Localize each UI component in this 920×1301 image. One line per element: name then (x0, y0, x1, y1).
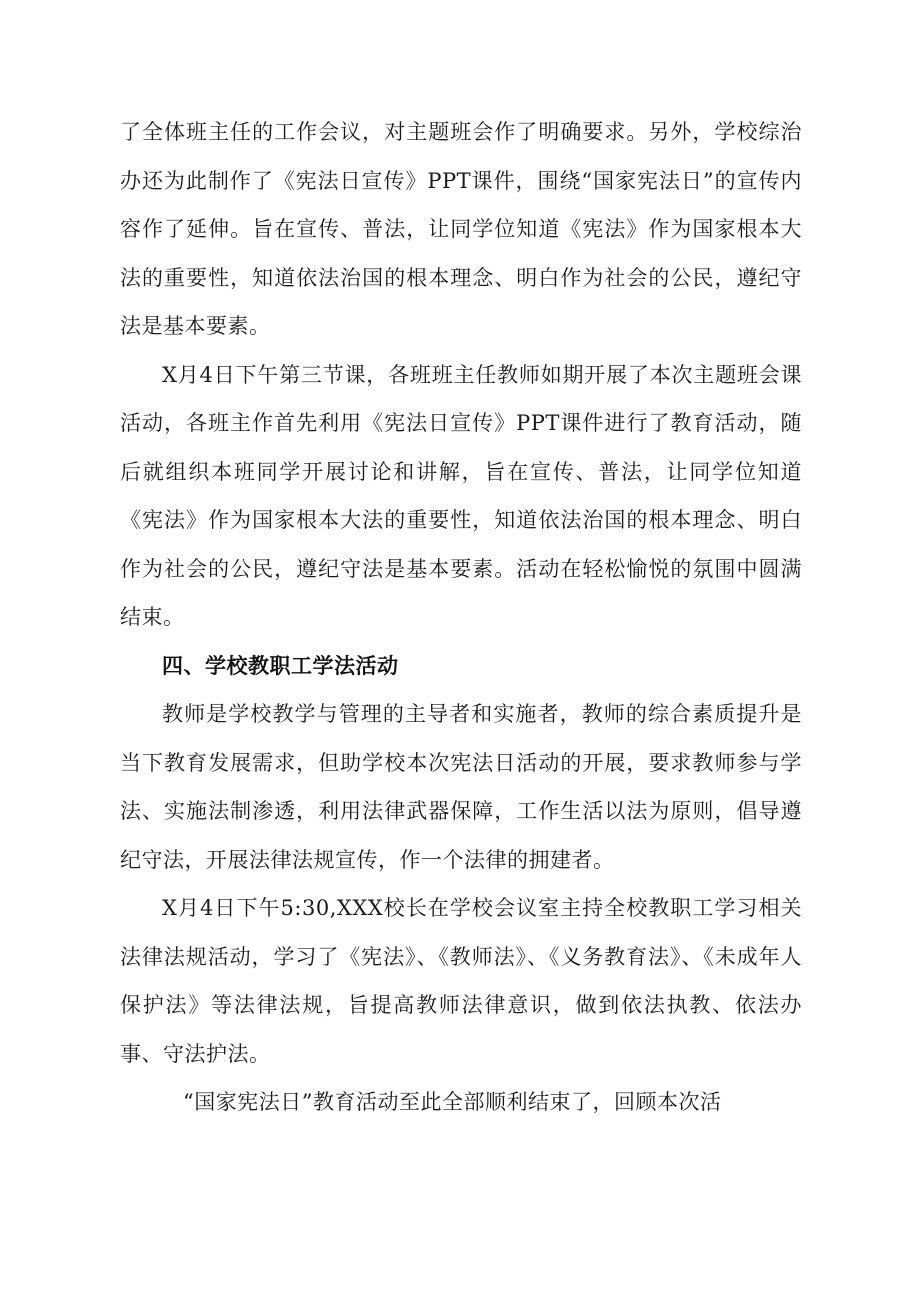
paragraph-staff-study: X月4日下午5:30,XXX校长在学校会议室主持全校教职工学习相关法律法规活动，学习了《宪法》、《教师法》、《义务教育法》、《未成年人保护法》等法律法规，旨提高教师法律意识，做到依法执教、依法办事、守法护法。 (120, 896, 802, 1066)
document-body (120, 108, 802, 1127)
paragraph-teachers-role: 教师是学校教学与管理的主导者和实施者，教师的综合素质提升是当下教育发展需求，但助学校本次宪法日活动的开展，要求教师参与学法、实施法制渗透，利用法律武器保障，工作生活以法为原则，倡导遵纪守法，开展法律法规宣传，作一个法律的拥建者。 (120, 702, 802, 872)
paragraph-continuation: 了全体班主任的工作会议，对主题班会作了明确要求。另外，学校综治办还为此制作了《宪法日宣传》PPT课件，围绕“国家宪法日”的宣传内容作了延伸。旨在宣传、普法，让同学位知道《宪法》作为国家根本大法的重要性，知道依法治国的根本理念、明白作为社会的公民，遵纪守法是基本要素。 (120, 120, 802, 338)
paragraph-conclusion: “国家宪法日”教育活动至此全部顺利结束了，回顾本次活 (183, 1090, 722, 1114)
section-heading: 四、学校教职工学法活动 (162, 653, 399, 678)
paragraph-class-meeting: X月4日下午第三节课，各班班主任教师如期开展了本次主题班会课活动，各班主作首先利用《宪法日宣传》PPT课件进行了教育活动，随后就组织本班同学开展讨论和讲解，旨在宣传、普法，让同学位知道《宪法》作为国家根本大法的重要性，知道依法治国的根本理念、明白作为社会的公民，遵纪守法是基本要素。活动在轻松愉悦的氛围中圆满结束。 (120, 362, 802, 629)
